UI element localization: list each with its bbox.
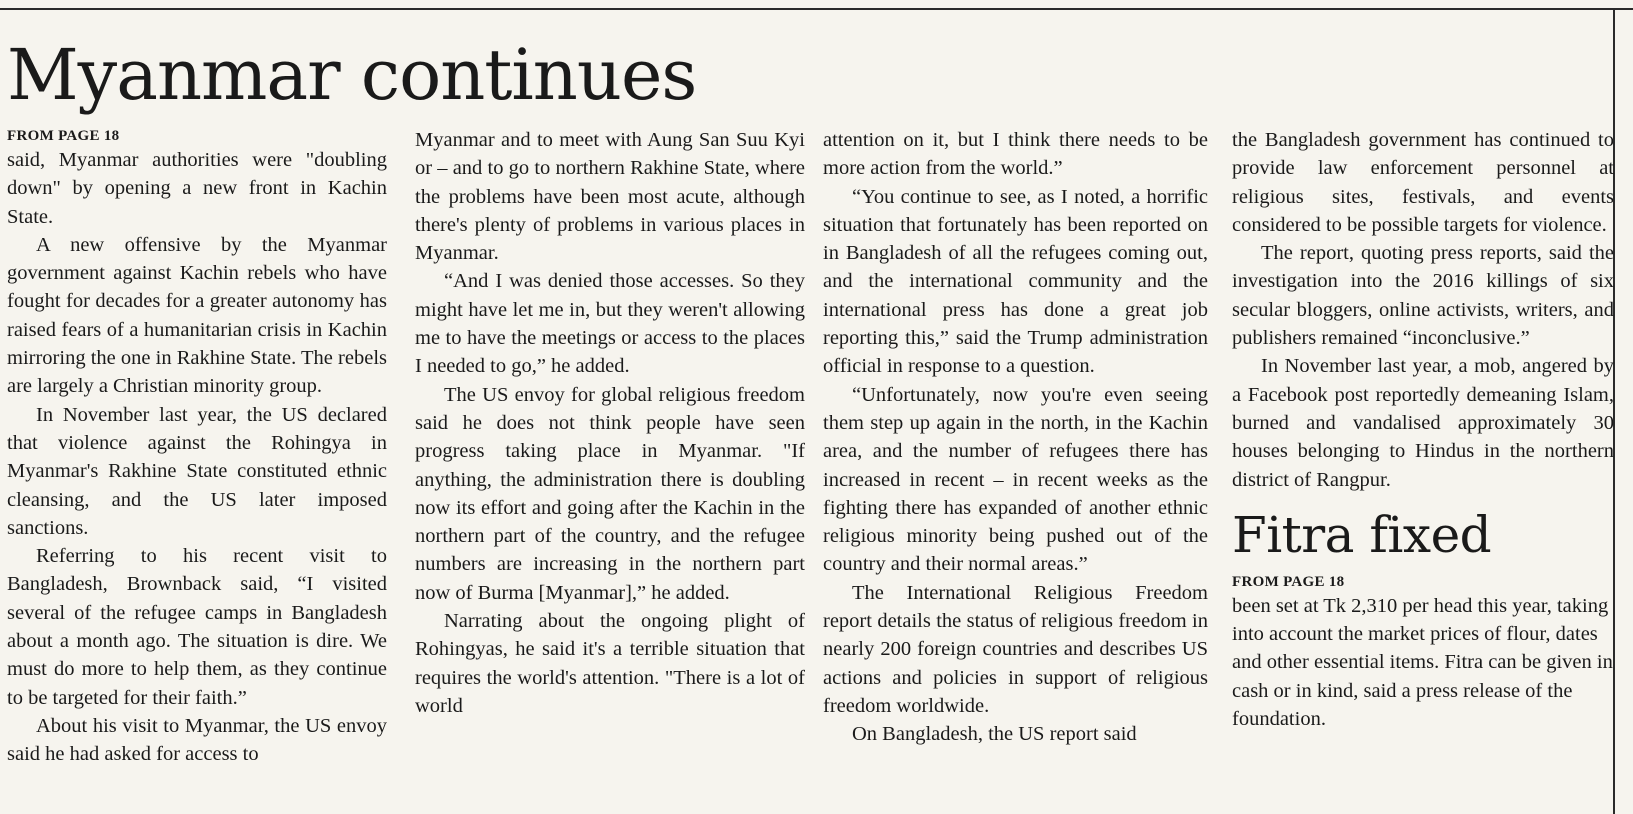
paragraph: attention on it, but I think there needs to be more action from the world.” — [823, 129, 1208, 180]
paragraph: the Bangladesh government has continued to provide law enforcement personnel at religious sites, festivals, and events considered to be possible targets for violence. — [1232, 129, 1614, 236]
paragraph: “Unfortunately, now you're even seeing them step up again in the north, in the Kachin area, and the number of refugees there has increased in recent – in recent weeks as the fighting there has expanded of another ethnic religious minority being pushed out of the country and their normal areas.” — [823, 383, 1208, 576]
paragraph: In November last year, the US declared that violence against the Rohingya in Myanmar's Rakhine State constituted ethnic cleansing, and the US later imposed sanctions. — [7, 403, 387, 539]
article-column-4 — [1232, 126, 1614, 733]
fitra-paragraph: been set at Tk 2,310 per head this year, taking into account the market prices of flour, dates and other essential items. Fitra can be given in cash or in kind, said a press release of the foundation. — [1232, 594, 1613, 731]
paragraph: The US envoy for global religious freedom said he does not think people have seen progress taking place in Myanmar. "If anything, the administration there is doubling now its effort and going after the Kachin in the northern part of the country, and the refugee numbers are increasing in the northern part now of Burma [Myanmar],” he added. — [415, 383, 805, 604]
fitra-from-page-kicker: FROM PAGE 18 — [1232, 573, 1345, 590]
top-rule — [0, 8, 1633, 10]
paragraph: The report, quoting press reports, said the investigation into the 2016 killings of six secular bloggers, online activists, writers, and publishers remained “inconclusive.” — [1232, 242, 1614, 350]
paragraph: A new offensive by the Myanmar government against Kachin rebels who have fought for decades for a greater autonomy has raised fears of a humanitarian crisis in Kachin mirroring the one in Rakhine State. The rebels are largely a Christian minority group. — [7, 233, 387, 398]
paragraph: On Bangladesh, the US report said — [852, 723, 1137, 746]
paragraph: said, Myanmar authorities were "doubling down" by opening a new front in Kachin State. — [7, 149, 387, 228]
from-page-kicker: FROM PAGE 18 — [7, 128, 120, 144]
article-headline: Myanmar continues — [7, 34, 697, 116]
article-column-1 — [7, 126, 387, 769]
fitra-headline: Fitra fixed — [1232, 505, 1492, 564]
paragraph: The International Religious Freedom report details the status of religious freedom in nearly 200 foreign countries and describes US actions and policies in support of religious freedom worldwide. — [823, 581, 1208, 717]
paragraph: Myanmar and to meet with Aung San Suu Kyi or – and to go to northern Rakhine State, where the problems have been most acute, although there's plenty of problems in various places in Myanmar. — [415, 129, 805, 265]
paragraph: About his visit to Myanmar, the US envoy said he had asked for access to — [7, 714, 387, 766]
article-column-3 — [823, 126, 1208, 749]
paragraph: Referring to his recent visit to Bangladesh, Brownback said, “I visited several of the refugee camps in Bangladesh about a month ago. The situation is dire. We must do more to help them, as they continue to be targeted for their faith.” — [7, 545, 387, 709]
paragraph: “And I was denied those accesses. So they might have let me in, but they weren't allowing me to have the meetings or access to the places I needed to go,” he added. — [415, 270, 805, 378]
paragraph: In November last year, a mob, angered by a Facebook post reportedly demeaning Islam, burned and vandalised approximately 30 houses belonging to Hindus in the northern district of Rangpur. — [1232, 355, 1614, 491]
paragraph: “You continue to see, as I noted, a horrific situation that fortunately has been reported on in Bangladesh of all the refugees coming out, and the international community and the international press has done a great job reporting this,” said the Trump administration official in response to a question. — [823, 185, 1208, 378]
paragraph: Narrating about the ongoing plight of Rohingyas, he said it's a terrible situation that requires the world's attention. "There is a lot of world — [415, 610, 805, 717]
article-column-2 — [415, 126, 805, 720]
